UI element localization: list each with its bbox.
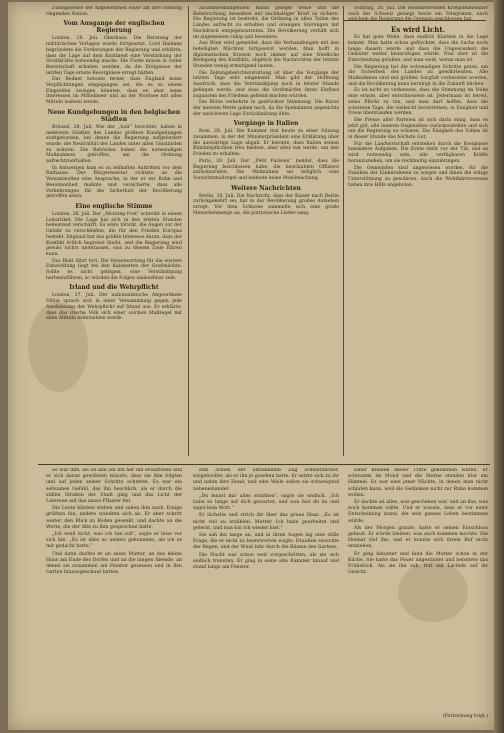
paragraph: Und dann dachte er an seine Mutter, an das kleine Haus am Ende des Dorfes und an die langen Abende, an denen sie zusammen am Fenster gesessen und in den Garten hinausgeschaut hatten. (46, 551, 182, 576)
feuilleton-rule (38, 464, 490, 465)
paragraph: Er dachte an alles, was geschehen war, und an das, was noch kommen sollte. Und er wusste, dass er vor einer Entscheidung stand, die sein ganzes Leben bestimmen würde. (348, 500, 488, 524)
feuilleton-column-left (46, 468, 182, 726)
paragraph: Rom, 28. Juli. Die Kammer trat heute zu einer Sitzung zusammen, in der der Ministerpräsident eine Erklärung über die auswärtige Lage abgab. Er betonte, dass Italien seinen Bündnispflichten treu bleiben, aber alles tun werde, um den Frieden zu erhalten. (193, 129, 339, 158)
lead-paragraph: Sonntag, 28. Juli. Die Heimkehrenden Kriegsteilnehmer nach der Schweiz gelangt heute ein Telegramm, nach welchem die Regierung die Grenzen geschlossen hat. (348, 6, 488, 23)
section-heading: Es wird Licht. (390, 25, 446, 35)
section-heading: Neue Kundgebungen in den belgischen Städten (47, 108, 181, 123)
paragraph: Aus Wien wird gemeldet, dass die Verhandlungen mit den beteiligten Mächten fortgesetzt werden. Man hofft in diplomatischen Kreisen noch immer auf eine friedliche Beilegung des Konflikts, obgleich die Nachrichten der letzten Stunden wenig ermutigend lauten. (193, 41, 339, 70)
paragraph: Als der Morgen graute, hatte er seinen Entschluss gefasst. Er würde bleiben, was auch kommen mochte. Die Heimat rief ihn, und er konnte sich ihrem Ruf nicht entziehen. (348, 525, 488, 550)
feuilleton-column-middle (193, 468, 339, 726)
paragraph: Die Gemeinden sind angewiesen worden, für die Familien der Einberufenen zu sorgen und ihnen die nötige Unterstützung zu gewähren. Auch die Wohlfahrtsvereine haben ihre Hilfe angeboten. (348, 165, 488, 188)
paragraph: Die Regierung hat die notwendigen Schritte getan, um die Sicherheit des Landes zu gewährleisten. Alle Maßnahmen sind mit größter Sorgfalt vorbereitet worden, und die Bevölkerung kann beruhigt in die Zukunft blicken. (348, 64, 488, 87)
paragraph: Die Nacht war schon weit vorgeschritten, als sie sich endlich trennten. Er ging in seine alte Kammer hinauf und stand lange am Fenster. (193, 552, 339, 571)
section-heading: Vom Ausgange der englischen Regierung (63, 20, 165, 35)
lead-paragraph: Zwangsweise der Allgemeinheit einer um ihre Stellung ringenden Nation. (46, 6, 182, 17)
news-column-middle (193, 6, 339, 461)
column-rule (188, 6, 189, 456)
section-heading: Irland und die Wehrpflicht (69, 284, 159, 292)
newspaper-page (8, 2, 494, 730)
paragraph: So war ihm, als ob alle um ihn her ihn erwarteten und er sich daran gewöhnen müsste, dass sie ihm folgten und auf jeden seiner Schritte achteten. Es war ein seltsames Gefühl, das ihn beschlich, als er durch die stillen Straßen der Stadt ging und das Licht der Laternen auf das nasse Pflaster fiel. (46, 468, 182, 505)
paragraph: Die Presse aller Parteien ist sich darin einig, dass es jetzt gilt, alle inneren Gegensätze zurückzustellen und sich um die Regierung zu scharen. Die Einigkeit des Volkes ist in dieser Stunde das höchste Gut. (348, 117, 488, 141)
paragraph: Die Zeitungsberichterstattung ist über die Vorgänge der letzten Tage sehr eingehend. Man gibt der Hoffnung Ausdruck, dass die Verständigung noch in letzter Stunde gelingen werde, und dass die Großmächte ihren Einfluss zugunsten des Friedens geltend machen würden. (193, 70, 339, 99)
paragraph: Für die Landwirtschaft entstehen durch die Ereignisse besondere Aufgaben. Die Ernte steht vor der Tür, und es wird notwendig sein, alle verfügbaren Kräfte heranzuziehen, um sie rechtzeitig einzubringen. (348, 141, 488, 164)
paragraph: Die Leute blieben stehen und sahen ihm nach. Einige grüßten ihn, andere wandten sich ab. Er aber schritt weiter, den Blick zu Boden gesenkt, und dachte an die Worte, die der Alte zu ihm gesprochen hatte. (46, 506, 182, 530)
news-column-left (46, 6, 182, 461)
paragraph: Er lächelte und strich ihr über das graue Haar. „Es ist nicht viel zu erzählen, Mutter. Ich habe gearbeitet und gelernt, und nun bin ich wieder hier.“ (193, 513, 339, 531)
column-rule (343, 6, 344, 456)
paragraph: Paris, 28. Juli. Der „Petit Parisien“ meldet, dass die Regierung beschlossen habe, die beurlaubten Offiziere zurückzurufen. Die Maßnahme sei lediglich eine Vorsichtsmaßregel und bedeute keine Mobilmachung. (193, 158, 339, 181)
feuilleton-column-right (348, 468, 488, 726)
section-heading: Eine englische Stimme (75, 202, 153, 210)
paragraph: Die Börse verkehrte in gedrückter Stimmung. Die Kurse der meisten Werte gaben nach, da die Spekulation angesichts der unsicheren Lage Zurückhaltung übte. (193, 100, 339, 117)
paragraph: „Ich weiß nicht, was ich tun soll“, sagte er leise vor sich hin. „Es ist alles so anders gekommen, als ich es mir gedacht hatte.“ (46, 532, 182, 550)
paragraph: London, 27. Juli. Der nationalistische Abgeordnete Dillon sprach sich in einer Versammlung gegen jede Ausdehnung der Wehrpflicht auf Irland aus. Er erklärte, dass das irische Volk sich einer solchen Maßregel mit allen Mitteln widersetzen werde. (46, 293, 182, 322)
section-heading: Weitere Nachrichten (231, 184, 301, 192)
paragraph: Der Redner betonte ferner, dass England keine Verpflichtungen eingegangen sei, die es zu einem Eingreifen zwingen könnten, dass es aber seine Interessen im Mittelmeer und an der Nordsee mit allen Mitteln wahren werde. (46, 77, 182, 106)
paragraph: London, 28. Juli. Oberhaus. Die Beratung der militärischen Vorlagen wurde fortgesetzt. Lord Haldane begründete die Forderungen der Regierung und erklärte, dass die Lage auf dem Kontinent eine Verstärkung der Streitkräfte notwendig mache. Die Flotte müsse in voller Bereitschaft erhalten werden, da die Ereignisse der letzten Tage ernste Besorgnisse erregt hätten. (46, 36, 182, 76)
paragraph: zusammenhängenden Raum gelegte weise und die Beherrschung desselben mit nachhaltiger Kraft zu sichern. Die Regierung ist bestrebt, die Ordnung in allen Teilen des Landes aufrecht zu erhalten und etwaigen Störungen mit Nachdruck entgegenzutreten. Die Bevölkerung verhält sich im allgemeinen ruhig und besonnen. (193, 6, 339, 40)
paragraph: Er ging hinunter und fand die Mutter schon in der Küche. Sie hatte das Feuer angezündet und bereitete das Frühstück. Als sie ihn sah, trat ein Lächeln auf ihr Gesicht. (348, 551, 488, 576)
paragraph: Das Blatt fährt fort: Die Verantwortung für die weitere Entwicklung liegt bei den Kabinetten der Großmächte. Sollte es nicht gelingen, eine Verständigung herbeizuführen, so würden die Folgen unabsehbar sein. (46, 258, 182, 281)
paragraph: Brüssel, 28. Juli. Wie der „Soir“ berichtet, haben in mehreren Städten des Landes größere Kundgebungen stattgefunden, bei denen die Regierung aufgefordert wurde, die Neutralität des Landes unter allen Umständen zu wahren. Die Behörden haben die notwendigen Maßnahmen getroffen, um die Ordnung aufrechtzuerhalten. (46, 124, 182, 165)
paragraph: „Du musst mir alles erzählen“, sagte sie endlich. „Ich habe so lange auf dich gewartet, und nun bist du da und sagst kein Wort.“ (193, 493, 339, 512)
section-heading: Vorgänge in Italien (233, 120, 299, 128)
paragraph: Es ist nicht zu verkennen, dass die Stimmung im Volke eine ernste, aber entschlossene ist. Jedermann ist bereit, seine Pflicht zu tun, und man darf hoffen, dass die schweren Tage, die vielleicht bevorstehen, in Einigkeit und Treue überstanden werden. (348, 88, 488, 117)
paragraph: Es hat gute Weile, dass endlich Klarheit in die Lage kommt. Man hatte schon gefürchtet, dass die Sache noch lange dauern werde und dass die Ungewissheit die Gemüter weiter beunruhigen würde. Nun aber ist die Entscheidung gefallen, und man weiß, woran man ist. (348, 35, 488, 63)
paragraph: Sie sah ihn lange an, und in ihren Augen lag eine stille Frage, die er nicht zu beantworten wagte. Draußen rauschte der Regen, und der Wind fuhr durch die Bäume des Gartens. (193, 533, 339, 551)
continuation-note: (Fortsetzung folgt.) (442, 714, 488, 719)
paragraph: Einer Kleinen dieser Tritte gekommen waren. Er schwamm im Mond und die Sterne standen klar am Himmel. Es war eine jener Nächte, in denen man nicht schlafen kann, weil die Gedanken nicht zur Ruhe kommen wollen. (348, 468, 488, 498)
paragraph: Ihm schien der altbekannte Zug schmerzlicher, sorgenvoller, als er ihn je gesehen hatte. Er setzte sich zu ihr und nahm ihre Hand, und eine Weile saßen sie schweigend nebeneinander. (193, 468, 339, 492)
paragraph: London, 28. Juli. Der „Morning Post“ schreibt in einem Leitartikel: Die Lage hat sich in den letzten Stunden bedeutend verschärft. Es wäre töricht, die Augen vor der Gefahr zu verschließen, die für den Frieden Europas besteht. England hat das größte Interesse daran, dass der Konflikt örtlich begrenzt bleibt, und die Regierung wird gewiss nichts unterlassen, was zu diesem Ziele führen kann. (46, 211, 182, 257)
paragraph: Berlin, 28. Juli. Die Nachricht, dass der Kaiser nach Berlin zurückgekehrt sei, hat in der Bevölkerung großes Aufsehen erregt. Vor dem Schlosse sammelte sich eine große Menschenmenge an, die patriotische Lieder sang. (193, 193, 339, 216)
paragraph: In Antwerpen kam es zu lebhaften Auftritten vor dem Rathause. Der Bürgermeister richtete an die Versammelten eine Ansprache, in der er zur Ruhe und Besonnenheit mahnte und versicherte, dass alle Vorkehrungen für die Sicherheit der Bevölkerung getroffen seien. (46, 165, 182, 200)
news-column-right (348, 6, 488, 461)
page-edge (494, 0, 504, 733)
